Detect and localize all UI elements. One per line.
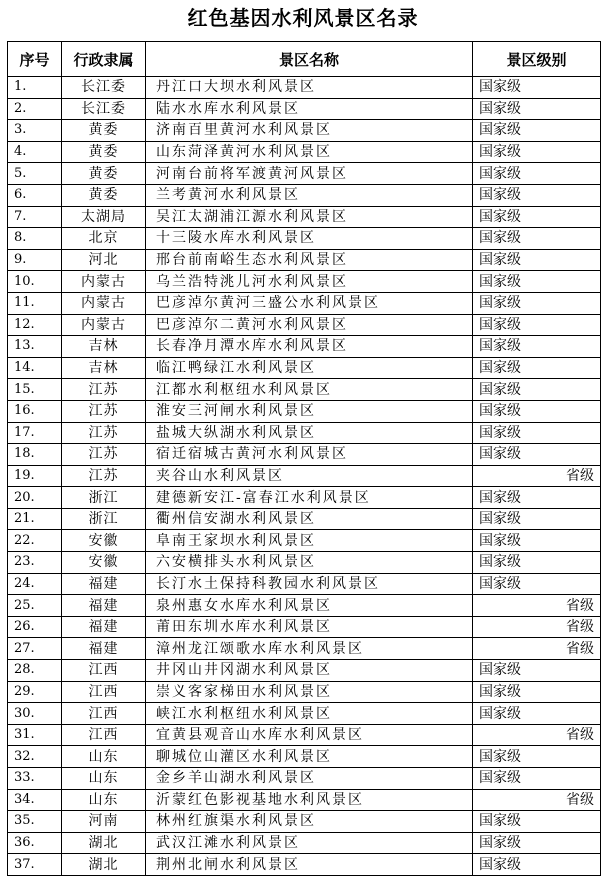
row-department: 山东 — [62, 768, 146, 790]
row-number: 21. — [8, 508, 62, 530]
row-level: 国家级 — [473, 508, 601, 530]
row-scenic-name: 武汉江滩水利风景区 — [146, 832, 473, 854]
scenic-area-table — [7, 41, 601, 876]
row-department: 吉林 — [62, 357, 146, 379]
table-row — [8, 552, 601, 574]
row-level: 国家级 — [473, 487, 601, 509]
row-department: 长江委 — [62, 77, 146, 99]
table-row — [8, 163, 601, 185]
row-level: 国家级 — [473, 660, 601, 682]
header-level: 景区级别 — [473, 42, 601, 77]
row-department: 黄委 — [62, 163, 146, 185]
row-number: 18. — [8, 444, 62, 466]
row-department: 江苏 — [62, 465, 146, 487]
row-scenic-name: 山东菏泽黄河水利风景区 — [146, 141, 473, 163]
header-name: 景区名称 — [146, 42, 473, 77]
row-scenic-name: 夹谷山水利风景区 — [146, 465, 473, 487]
table-row — [8, 789, 601, 811]
table-row — [8, 616, 601, 638]
row-level: 省级 — [473, 465, 601, 487]
table-row — [8, 854, 601, 876]
row-scenic-name: 阜南王家坝水利风景区 — [146, 530, 473, 552]
row-level: 国家级 — [473, 552, 601, 574]
row-number: 24. — [8, 573, 62, 595]
row-number: 8. — [8, 228, 62, 250]
row-level: 国家级 — [473, 98, 601, 120]
header-dept: 行政隶属 — [62, 42, 146, 77]
row-level: 国家级 — [473, 530, 601, 552]
row-number: 37. — [8, 854, 62, 876]
row-department: 黄委 — [62, 184, 146, 206]
table-row — [8, 811, 601, 833]
row-number: 22. — [8, 530, 62, 552]
row-scenic-name: 长春净月潭水库水利风景区 — [146, 336, 473, 358]
row-level: 国家级 — [473, 206, 601, 228]
row-scenic-name: 宜黄县观音山水库水利风景区 — [146, 724, 473, 746]
table-row — [8, 98, 601, 120]
row-number: 5. — [8, 163, 62, 185]
table-row — [8, 487, 601, 509]
row-department: 黄委 — [62, 141, 146, 163]
table-row — [8, 724, 601, 746]
table-row — [8, 768, 601, 790]
row-department: 江西 — [62, 681, 146, 703]
row-department: 湖北 — [62, 854, 146, 876]
row-scenic-name: 乌兰浩特洮儿河水利风景区 — [146, 271, 473, 293]
row-level: 国家级 — [473, 228, 601, 250]
row-department: 浙江 — [62, 487, 146, 509]
table-row — [8, 746, 601, 768]
row-level: 国家级 — [473, 292, 601, 314]
row-level: 国家级 — [473, 832, 601, 854]
row-level: 国家级 — [473, 444, 601, 466]
row-scenic-name: 崇义客家梯田水利风景区 — [146, 681, 473, 703]
row-scenic-name: 淮安三河闸水利风景区 — [146, 400, 473, 422]
row-level: 国家级 — [473, 357, 601, 379]
row-department: 福建 — [62, 595, 146, 617]
table-row — [8, 638, 601, 660]
table-row — [8, 444, 601, 466]
row-department: 江苏 — [62, 444, 146, 466]
table-row — [8, 681, 601, 703]
row-level: 国家级 — [473, 400, 601, 422]
row-scenic-name: 十三陵水库水利风景区 — [146, 228, 473, 250]
row-scenic-name: 济南百里黄河水利风景区 — [146, 120, 473, 142]
row-scenic-name: 沂蒙红色影视基地水利风景区 — [146, 789, 473, 811]
row-number: 4. — [8, 141, 62, 163]
row-department: 江苏 — [62, 379, 146, 401]
row-scenic-name: 江都水利枢纽水利风景区 — [146, 379, 473, 401]
row-scenic-name: 长汀水土保持科教园水利风景区 — [146, 573, 473, 595]
page-title: 红色基因水利风景区名录 — [187, 6, 419, 30]
row-scenic-name: 金乡羊山湖水利风景区 — [146, 768, 473, 790]
row-level: 国家级 — [473, 854, 601, 876]
row-department: 安徽 — [62, 552, 146, 574]
row-level: 国家级 — [473, 768, 601, 790]
row-scenic-name: 盐城大纵湖水利风景区 — [146, 422, 473, 444]
row-level: 省级 — [473, 616, 601, 638]
row-scenic-name: 泉州惠女水库水利风景区 — [146, 595, 473, 617]
table-row — [8, 249, 601, 271]
header-no: 序号 — [8, 42, 62, 77]
table-row — [8, 336, 601, 358]
row-number: 34. — [8, 789, 62, 811]
row-level: 国家级 — [473, 271, 601, 293]
row-number: 28. — [8, 660, 62, 682]
row-number: 13. — [8, 336, 62, 358]
row-number: 3. — [8, 120, 62, 142]
table-row — [8, 508, 601, 530]
table-row — [8, 595, 601, 617]
row-department: 山东 — [62, 746, 146, 768]
row-level: 省级 — [473, 595, 601, 617]
table-row — [8, 400, 601, 422]
row-scenic-name: 荆州北闸水利风景区 — [146, 854, 473, 876]
table-row — [8, 703, 601, 725]
row-department: 北京 — [62, 228, 146, 250]
table-row — [8, 379, 601, 401]
row-number: 11. — [8, 292, 62, 314]
table-row — [8, 530, 601, 552]
row-level: 国家级 — [473, 163, 601, 185]
row-number: 2. — [8, 98, 62, 120]
table-row — [8, 120, 601, 142]
row-scenic-name: 宿迁宿城古黄河水利风景区 — [146, 444, 473, 466]
table-row — [8, 357, 601, 379]
row-department: 福建 — [62, 573, 146, 595]
table-row — [8, 314, 601, 336]
row-scenic-name: 丹江口大坝水利风景区 — [146, 77, 473, 99]
row-department: 太湖局 — [62, 206, 146, 228]
table-row — [8, 141, 601, 163]
row-level: 国家级 — [473, 746, 601, 768]
row-level: 国家级 — [473, 681, 601, 703]
row-department: 内蒙古 — [62, 271, 146, 293]
row-number: 10. — [8, 271, 62, 293]
row-number: 35. — [8, 811, 62, 833]
row-number: 25. — [8, 595, 62, 617]
row-level: 省级 — [473, 789, 601, 811]
row-scenic-name: 峡江水利枢纽水利风景区 — [146, 703, 473, 725]
row-department: 江西 — [62, 724, 146, 746]
table-row — [8, 660, 601, 682]
row-department: 山东 — [62, 789, 146, 811]
row-number: 36. — [8, 832, 62, 854]
table-row — [8, 271, 601, 293]
row-scenic-name: 莆田东圳水库水利风景区 — [146, 616, 473, 638]
row-level: 国家级 — [473, 141, 601, 163]
row-department: 河南 — [62, 811, 146, 833]
table-row — [8, 77, 601, 99]
row-department: 江西 — [62, 703, 146, 725]
table-row — [8, 184, 601, 206]
row-scenic-name: 巴彦淖尔二黄河水利风景区 — [146, 314, 473, 336]
row-department: 内蒙古 — [62, 292, 146, 314]
row-scenic-name: 衢州信安湖水利风景区 — [146, 508, 473, 530]
table-row — [8, 832, 601, 854]
row-number: 12. — [8, 314, 62, 336]
row-department: 吉林 — [62, 336, 146, 358]
table-row — [8, 422, 601, 444]
row-department: 江苏 — [62, 422, 146, 444]
table-row — [8, 228, 601, 250]
table-row — [8, 573, 601, 595]
row-number: 17. — [8, 422, 62, 444]
row-level: 国家级 — [473, 314, 601, 336]
row-number: 20. — [8, 487, 62, 509]
table-row — [8, 292, 601, 314]
row-scenic-name: 吴江太湖浦江源水利风景区 — [146, 206, 473, 228]
row-scenic-name: 建德新安江-富春江水利风景区 — [146, 487, 473, 509]
row-number: 1. — [8, 77, 62, 99]
row-scenic-name: 邢台前南峪生态水利风景区 — [146, 249, 473, 271]
row-department: 黄委 — [62, 120, 146, 142]
row-number: 15. — [8, 379, 62, 401]
table-body — [8, 77, 601, 876]
row-level: 国家级 — [473, 336, 601, 358]
row-level: 省级 — [473, 724, 601, 746]
row-department: 福建 — [62, 638, 146, 660]
row-number: 31. — [8, 724, 62, 746]
row-scenic-name: 兰考黄河水利风景区 — [146, 184, 473, 206]
row-scenic-name: 漳州龙江颂歌水库水利风景区 — [146, 638, 473, 660]
row-number: 29. — [8, 681, 62, 703]
row-department: 安徽 — [62, 530, 146, 552]
row-level: 国家级 — [473, 120, 601, 142]
row-department: 浙江 — [62, 508, 146, 530]
row-number: 30. — [8, 703, 62, 725]
row-number: 16. — [8, 400, 62, 422]
row-number: 9. — [8, 249, 62, 271]
row-scenic-name: 陆水水库水利风景区 — [146, 98, 473, 120]
row-scenic-name: 河南台前将军渡黄河风景区 — [146, 163, 473, 185]
row-number: 27. — [8, 638, 62, 660]
row-scenic-name: 井冈山井冈湖水利风景区 — [146, 660, 473, 682]
row-number: 32. — [8, 746, 62, 768]
row-department: 湖北 — [62, 832, 146, 854]
row-level: 国家级 — [473, 703, 601, 725]
row-level: 国家级 — [473, 379, 601, 401]
row-department: 江苏 — [62, 400, 146, 422]
row-scenic-name: 林州红旗渠水利风景区 — [146, 811, 473, 833]
row-level: 国家级 — [473, 573, 601, 595]
row-number: 33. — [8, 768, 62, 790]
row-level: 国家级 — [473, 249, 601, 271]
row-department: 福建 — [62, 616, 146, 638]
table-header-row — [8, 42, 601, 77]
row-number: 19. — [8, 465, 62, 487]
row-scenic-name: 临江鸭绿江水利风景区 — [146, 357, 473, 379]
row-level: 国家级 — [473, 77, 601, 99]
row-number: 14. — [8, 357, 62, 379]
row-number: 7. — [8, 206, 62, 228]
row-scenic-name: 巴彦淖尔黄河三盛公水利风景区 — [146, 292, 473, 314]
row-scenic-name: 聊城位山灌区水利风景区 — [146, 746, 473, 768]
row-level: 国家级 — [473, 811, 601, 833]
table-row — [8, 465, 601, 487]
table-row — [8, 206, 601, 228]
row-level: 省级 — [473, 638, 601, 660]
row-number: 23. — [8, 552, 62, 574]
row-level: 国家级 — [473, 184, 601, 206]
row-department: 长江委 — [62, 98, 146, 120]
row-level: 国家级 — [473, 422, 601, 444]
row-scenic-name: 六安横排头水利风景区 — [146, 552, 473, 574]
row-department: 江西 — [62, 660, 146, 682]
row-number: 26. — [8, 616, 62, 638]
row-department: 内蒙古 — [62, 314, 146, 336]
row-number: 6. — [8, 184, 62, 206]
row-department: 河北 — [62, 249, 146, 271]
